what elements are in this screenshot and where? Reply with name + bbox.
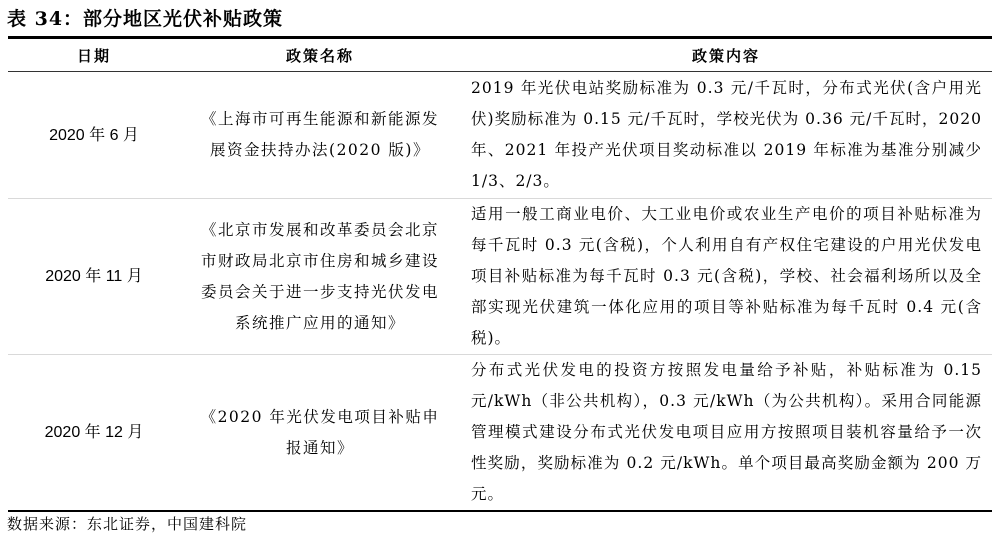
policy-content-cell: 分布式光伏发电的投资方按照发电量给予补贴，补贴标准为 0.15 元/kWh（非公共机构），0.3 元/kWh（为公共机构）。采用合同能源管理模式建设分布式光伏发电项目应用方按照项目装机容量给予一次性奖励，奖励标准为 0.2 元/kWh。单个项目最高奖励金额为 200 万元。 (460, 355, 992, 512)
policy-table (8, 36, 992, 512)
policy-name-cell: 《2020 年光伏发电项目补贴申报通知》 (180, 355, 460, 512)
policy-name-cell: 《上海市可再生能源和新能源发展资金扶持办法(2020 版)》 (200, 110, 439, 159)
column-header-policy-name: 政策名称 (180, 38, 460, 72)
column-header-policy-content: 政策内容 (460, 38, 992, 72)
policy-content-cell: 2019 年光伏电站奖励标准为 0.3 元/千瓦时，分布式光伏(含户用光伏)奖励标准为 0.15 元/千瓦时，学校光伏为 0.36 元/千瓦时，2020 年、2021 年投产光伏项目奖动标准以 2019 年标准为基准分别减少 1/3、2/3。 (471, 79, 982, 190)
table-row (8, 199, 992, 355)
column-header-date: 日期 (8, 38, 180, 72)
table-header-row (8, 38, 992, 72)
date-cell: 2020 年 11 月 (8, 199, 180, 355)
table-row (8, 72, 992, 199)
date-cell: 2020 年 6 月 (49, 126, 139, 144)
policy-name-cell: 《北京市发展和改革委员会北京市财政局北京市住房和城乡建设委员会关于进一步支持光伏发电系统推广应用的通知》 (180, 199, 460, 355)
date-cell: 2020 年 12 月 (8, 355, 180, 512)
data-source-note: 数据来源：东北证券，中国建科院 (7, 515, 248, 533)
table-title: 表 34：部分地区光伏补贴政策 (7, 8, 284, 30)
policy-content-cell: 适用一般工商业电价、大工业电价或农业生产电价的项目补贴标准为每千瓦时 0.3 元(含税)，个人利用自有产权住宅建设的户用光伏发电项目补贴标准为每千瓦时 0.3 元(含税)，学校、社会福利场所以及全部实现光伏建筑一体化应用的项目等补贴标准为每千瓦时 0.4 元(含税)。 (460, 199, 992, 355)
table-row (8, 355, 992, 512)
